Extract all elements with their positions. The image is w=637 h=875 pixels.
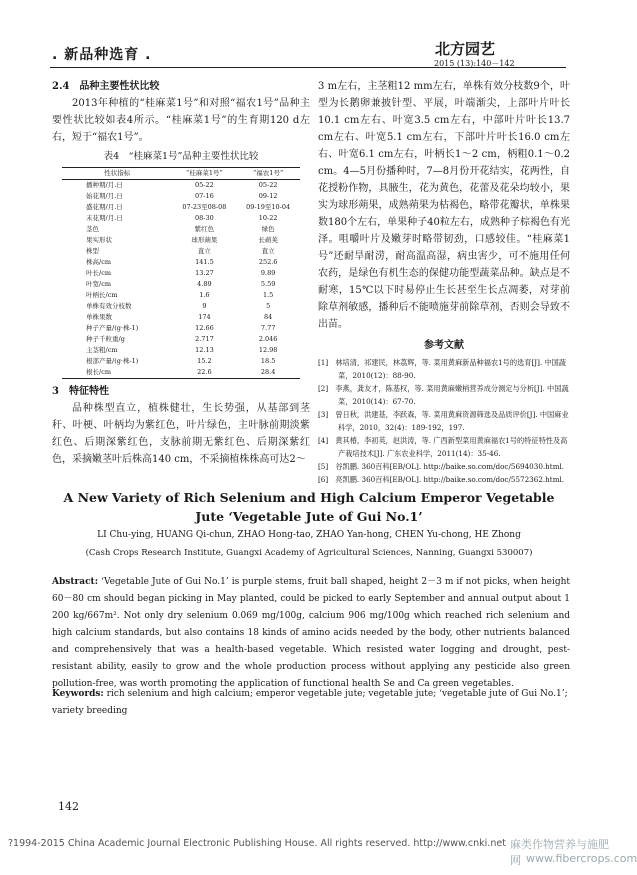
table-cell: 株型 <box>86 247 99 255</box>
table-cell: 果实形状 <box>86 236 112 244</box>
table-cell: 盛花期/月.日 <box>86 203 123 211</box>
table-cell: 28.4 <box>236 367 300 379</box>
right-column <box>318 78 570 486</box>
table-row <box>62 180 300 192</box>
header-rule <box>50 67 566 68</box>
table-row <box>62 224 300 235</box>
reference-item: [1] 林培清，祁建民，林荔辉，等. 菜用黄麻新品种福农1号的选育[J]. 中国蔬菜，2010(12)：88-90. <box>318 358 567 380</box>
reference-item: [2] 李燕，龚友才，陈基权，等. 菜用黄麻嫩梢营养成分测定与分析[J]. 中国蔬菜，2010(14)：67-70. <box>318 384 569 406</box>
table-cell: 9 <box>202 302 207 310</box>
table-cell: 09-19至10-04 <box>246 203 291 211</box>
section-3-heading: 3 特征特性 <box>52 386 109 397</box>
table-cell: 叶柄长/cm <box>86 291 118 299</box>
table-cell: 2.046 <box>258 335 278 343</box>
table-cell: 252.6 <box>258 258 278 266</box>
abstract-label: Abstract: <box>52 577 99 587</box>
table-cell: 直立 <box>197 247 211 255</box>
table-cell: 2.717 <box>195 335 214 343</box>
table-cell: 5.59 <box>260 280 276 288</box>
keywords-label: Keywords: <box>52 689 104 699</box>
reference-item: [4] 黄其椿，李初英，赵洪涛，等. 广西新型菜用黄麻福农1号的特征特性及高产栽培技术[J]. 广东农业科学，2011(14)：35-46. <box>318 436 568 458</box>
table-cell: 单株果数 <box>86 313 112 321</box>
table-cell: 08-30 <box>195 214 214 222</box>
table-row <box>62 279 300 290</box>
table-cell: 根部产量/(g·株-1) <box>86 357 139 365</box>
table-header-row <box>62 168 300 180</box>
table-cell: 根长/cm <box>62 367 173 379</box>
references-heading: 参考文献 <box>424 340 464 351</box>
paragraph-features: 品种株型直立，植株健壮，生长势强，从基部到茎秆、叶梗、叶柄均为紫红色，叶片绿色，主叶脉前期淡紫红色、后期深紫红色，支脉前期无紫红色、后期深紫红色，采摘嫩茎叶后株高140 cm，不采摘植株株高可达2～ <box>52 403 310 465</box>
table-row <box>62 191 300 202</box>
watermark-url: www.fibercrops.com <box>526 852 637 865</box>
paragraph-features-cont: 3 m左右，主茎粗12 mm左右，单株有效分枝数9个，叶型为长鹅卵兼披针型、平展，叶端渐尖，上部叶片叶长10.1 cm左右、叶宽3.5 cm左右，中部叶片叶长13.7 cm左右、叶宽5.1 cm左右，下部叶片叶长16.0 cm左右、叶宽6.1 cm左右，叶柄长1～2 cm，柄粗0.1～0.2 cm。4—5月份播种时，7—8月份开花结实，花两性，自花授粉作物，具腋生，花为黄色，花蕾及花朵均较小，果实为球形蒴果，成熟蒴果为枯褐色，略带花瓣状，单株果数180个左右，单果种子40粒左右，成熟种子棕褐色有光泽。咀嚼叶片及嫩芽时略带韧劲，口感较佳。“桂麻菜1号”还耐旱耐涝，耐高温高湿，病虫害少，可不施用任何农药，是绿色有机生态的保健功能型蔬菜品种。缺点是不耐寒，15℃以下时易停止生长甚至生长点凋萎，对芽前除草剂敏感，播种后不能喷施芽前除草剂，否则会导致不出苗。 <box>318 81 570 330</box>
table-cell: 种子千粒重/g <box>86 335 125 343</box>
table-cell: 绿色 <box>261 225 275 233</box>
english-authors: LI Chu-ying, HUANG Qi-chun, ZHAO Hong-tao, ZHAO Yan-hong, CHEN Yu-chong, HE Zhong <box>97 530 521 540</box>
english-abstract <box>52 574 570 693</box>
table-cell: 末花期/月.日 <box>86 214 123 222</box>
table-row <box>62 235 300 246</box>
table-row <box>62 213 300 224</box>
table-row <box>62 301 300 312</box>
table-cell: 紫红色 <box>194 225 215 233</box>
table-header-cell: 性状指标 <box>62 168 173 180</box>
table-cell: 05-22 <box>258 181 278 189</box>
table-cell: 播种期/月.日 <box>86 181 123 189</box>
table-row <box>62 323 300 334</box>
reference-item: [3] 曾日秋，洪建基，李跃森，等. 菜用黄麻资源筛选及品质评价[J]. 中国麻业科学，2010，32(4)：189-192，197. <box>318 410 569 432</box>
table-cell: 9.89 <box>260 269 276 277</box>
traits-table <box>62 167 300 379</box>
table-row <box>62 334 300 345</box>
english-keywords <box>52 686 570 720</box>
table-cell: 05-22 <box>195 181 214 189</box>
table-cell: 叶长/cm <box>86 269 111 277</box>
copyright-footer: ?1994-2015 China Academic Journal Electronic Publishing House. All rights reserved. http://www.cnki.net <box>8 838 506 849</box>
table-header-cell: “福农1号” <box>236 168 300 180</box>
table-cell: 始花期/月.日 <box>86 192 123 200</box>
table-cell: 12.98 <box>258 346 278 354</box>
table-cell: 84 <box>263 313 273 321</box>
table-row <box>62 268 300 279</box>
table-cell: 174 <box>198 313 211 321</box>
references-list <box>318 356 570 486</box>
table-cell: 22.6 <box>173 367 237 379</box>
table-row <box>62 312 300 323</box>
table-row <box>62 202 300 213</box>
left-column <box>52 78 310 468</box>
table-row <box>62 290 300 301</box>
table-row <box>62 257 300 268</box>
table-cell: 单株有效分枝数 <box>86 302 132 310</box>
table-cell: 1.5 <box>262 291 274 299</box>
keywords-text: rich selenium and high calcium; emperor vegetable jute; vegetable jute; ‘vegetable jute of Gui No.1’; variety breeding <box>52 689 568 716</box>
table-cell: 叶宽/cm <box>86 280 111 288</box>
table-cell: 13.27 <box>195 269 214 277</box>
table-cell: 茎色 <box>86 225 99 233</box>
table-cell: 长蒴荚 <box>258 236 278 244</box>
table-cell: 主茎粗/cm <box>86 346 118 354</box>
table-header-cell: “桂麻菜1号” <box>173 168 237 180</box>
table-row <box>62 367 300 379</box>
table-cell: 141.5 <box>195 258 214 266</box>
table-cell: 球形蒴果 <box>191 236 218 244</box>
table-cell: 种子产量/(g·株-1) <box>86 324 139 332</box>
table-cell: 4.89 <box>197 280 212 288</box>
reference-item: [5] 谷凯鹏. 360百科[EB/OL]. http://baike.so.com/doc/5694030.html. <box>318 462 565 471</box>
table-cell: 株高/cm <box>86 258 111 266</box>
english-title: A New Variety of Rich Selenium and High Calcium Emperor Vegetable Jute ‘Vegetable Jute of Gui No.1’ <box>63 490 555 524</box>
reference-item: [6] 亮凯鹏. 360百科[EB/OL]. http://baike.so.com/doc/5572362.html. <box>318 475 565 484</box>
paragraph-comparison: 2013年种植的“桂麻菜1号”和对照“福农1号”品种主要性状比较如表4所示。“桂麻菜1号”的生育期120 d左右，短于“福农1号”。 <box>52 98 310 143</box>
table-cell: 09-12 <box>258 192 278 200</box>
english-affiliation: (Cash Crops Research Institute, Guangxi Academy of Agricultural Sciences, Nanning, Guangxi 530007) <box>85 548 533 558</box>
table-cell: 7.77 <box>260 324 276 332</box>
table-cell: 07-23至08-08 <box>182 203 227 211</box>
journal-issue: 2015 (13):140－142 <box>434 59 515 68</box>
abstract-text: ‘Vegetable Jute of Gui No.1’ is purple stems, fruit ball shaped, height 2－3 m if not picks, when height 60－80 cm should began picking in May planted, could be picked to early September and annual output about 1 200 kg/667m². Not only dry selenium 0.069 mg/100g, calcium 906 mg/100g which reached rich selenium and high calcium standards, but also contains 18 kinds of amino acids needed by the body, other nutrients balanced and comprehensively that was a health-based vegetable. Which resisted water logging and drought, pest-resistant ability, easily to grow and the whole production process without applying any pesticide also green pollution-free, was worth promoting the application of functional health Se and Ca green vegetables. <box>52 577 570 689</box>
table-row <box>62 345 300 356</box>
section-2-4-heading: 2.4 品种主要性状比较 <box>52 81 160 92</box>
table-caption: 表4 “桂麻菜1号”品种主要性状比较 <box>103 151 259 162</box>
table-cell: 10-22 <box>258 214 278 222</box>
table-cell: 1.6 <box>199 291 210 299</box>
journal-name: 北方园艺 <box>435 40 496 58</box>
page-number: 142 <box>58 800 79 813</box>
table-row <box>62 246 300 257</box>
table-cell: 12.66 <box>195 324 214 332</box>
table-cell: 18.5 <box>260 357 276 365</box>
table-cell: 5 <box>266 302 271 310</box>
journal-section: . 新品种选育 . <box>52 47 152 63</box>
table-cell: 15.2 <box>197 357 212 365</box>
watermark-text: 麻类作物营养与施肥网 <box>510 838 609 867</box>
table-cell: 直立 <box>261 247 275 255</box>
table-cell: 12.13 <box>195 346 214 354</box>
table-row <box>62 356 300 367</box>
table-cell: 07-16 <box>195 192 214 200</box>
